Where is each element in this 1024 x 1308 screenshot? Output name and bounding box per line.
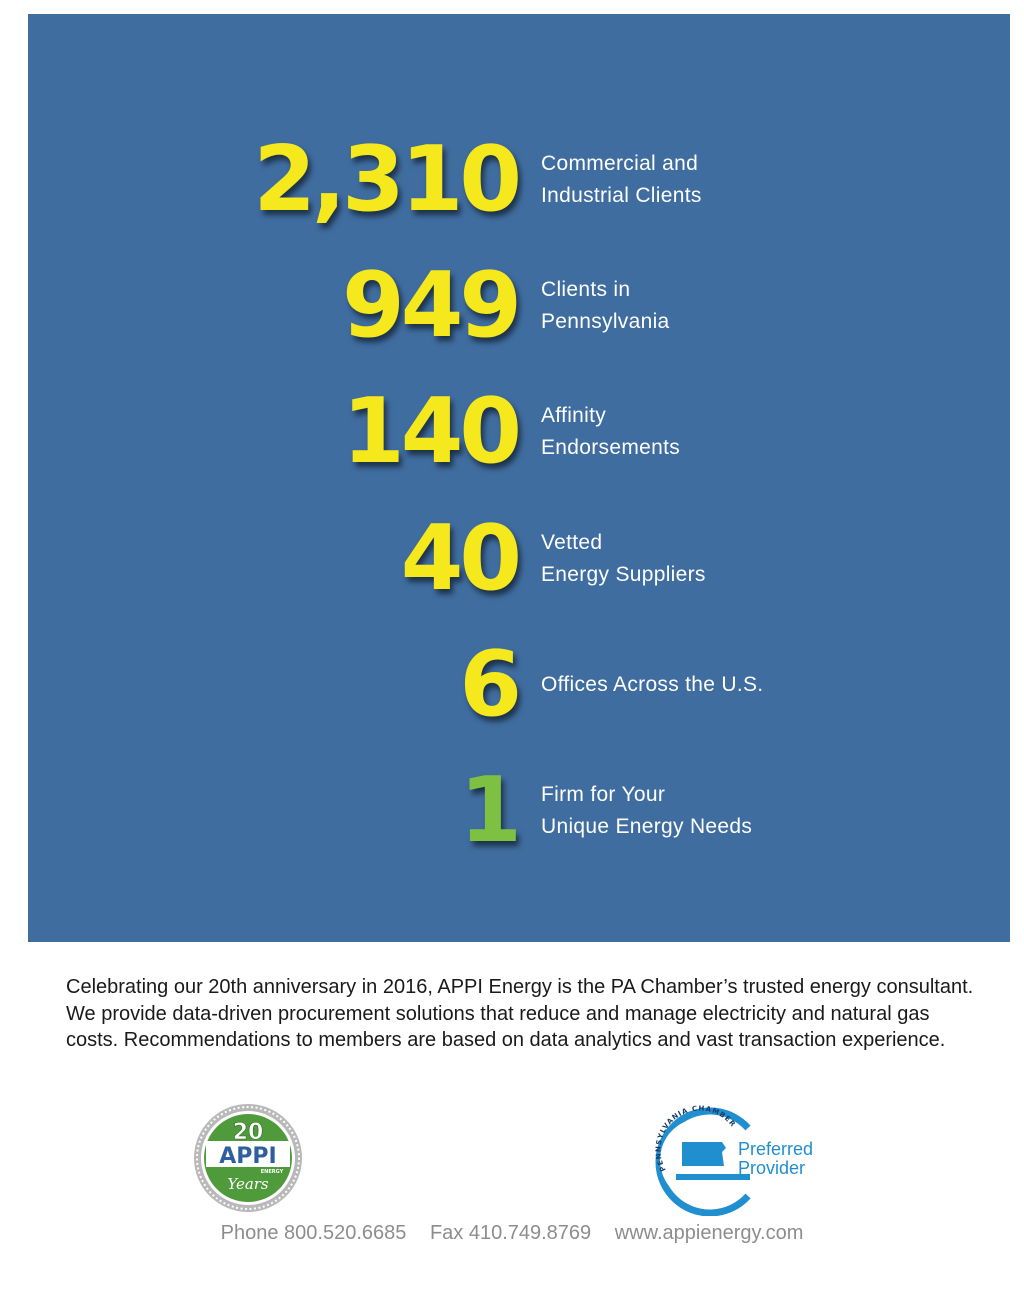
description-paragraph: Celebrating our 20th anniversary in 2016, APPI Energy is the PA Chamber’s trusted energy consultant. We provide data-driven procurement solutions that reduce and manage electricity and natural gas costs. Recommendations to members are based on data analytics and vast transaction experience. [66,976,974,1051]
appi-logo-number: 20 [232,1120,264,1145]
stat-firm [28,758,1010,863]
fax-number: Fax 410.749.8769 [429,1222,592,1244]
pa-logo-line2: Provider [738,1158,806,1178]
stat-label-line2: Unique Energy Needs [541,815,753,838]
stat-label [541,761,941,861]
stat-label [541,130,941,230]
website-link[interactable]: www.appienergy.com [614,1222,804,1244]
stat-number: 949 [342,253,518,358]
stat-offices [28,632,1010,737]
phone-number: Phone 800.520.6685 [220,1222,407,1244]
stat-label-line1: Vetted [541,531,603,554]
stat-label [541,635,941,735]
stat-label-line2: Pennsylvania [541,310,670,333]
stat-affinity-endorsements [28,379,1010,484]
stat-number: 140 [342,379,518,484]
stat-label-line1: Commercial and [541,152,699,175]
stat-label [541,256,941,356]
stat-commercial-clients [28,127,1010,232]
stat-vetted-suppliers [28,506,1010,611]
appi-20-years-logo [192,1102,304,1214]
stat-number: 6 [459,632,518,737]
stat-label [541,382,941,482]
contact-footer [0,1222,1024,1245]
pa-logo-ring-text: PENNSYLVANIA CHAMBER [654,1104,738,1173]
stat-pa-clients [28,253,1010,358]
stat-label-line2: Energy Suppliers [541,563,706,586]
stat-label-line1: Affinity [541,404,607,427]
stat-label-line2: Industrial Clients [541,184,702,207]
appi-logo-script: Years [227,1175,269,1193]
stat-label-line1: Offices Across the U.S. [541,673,764,696]
stat-label-line1: Clients in [541,278,631,301]
stat-number: 40 [400,506,518,611]
stat-number: 2,310 [253,127,518,232]
appi-logo-name: APPI [219,1144,277,1169]
stat-number: 1 [459,758,518,863]
stat-label [541,509,941,609]
stat-label-line2: Endorsements [541,436,681,459]
appi-logo-sub: ENERGY [260,1169,284,1175]
stat-label-line1: Firm for Your [541,783,666,806]
pa-logo-line1: Preferred [738,1139,814,1159]
pa-logo-caption [738,1140,813,1178]
stats-panel [28,14,1010,942]
